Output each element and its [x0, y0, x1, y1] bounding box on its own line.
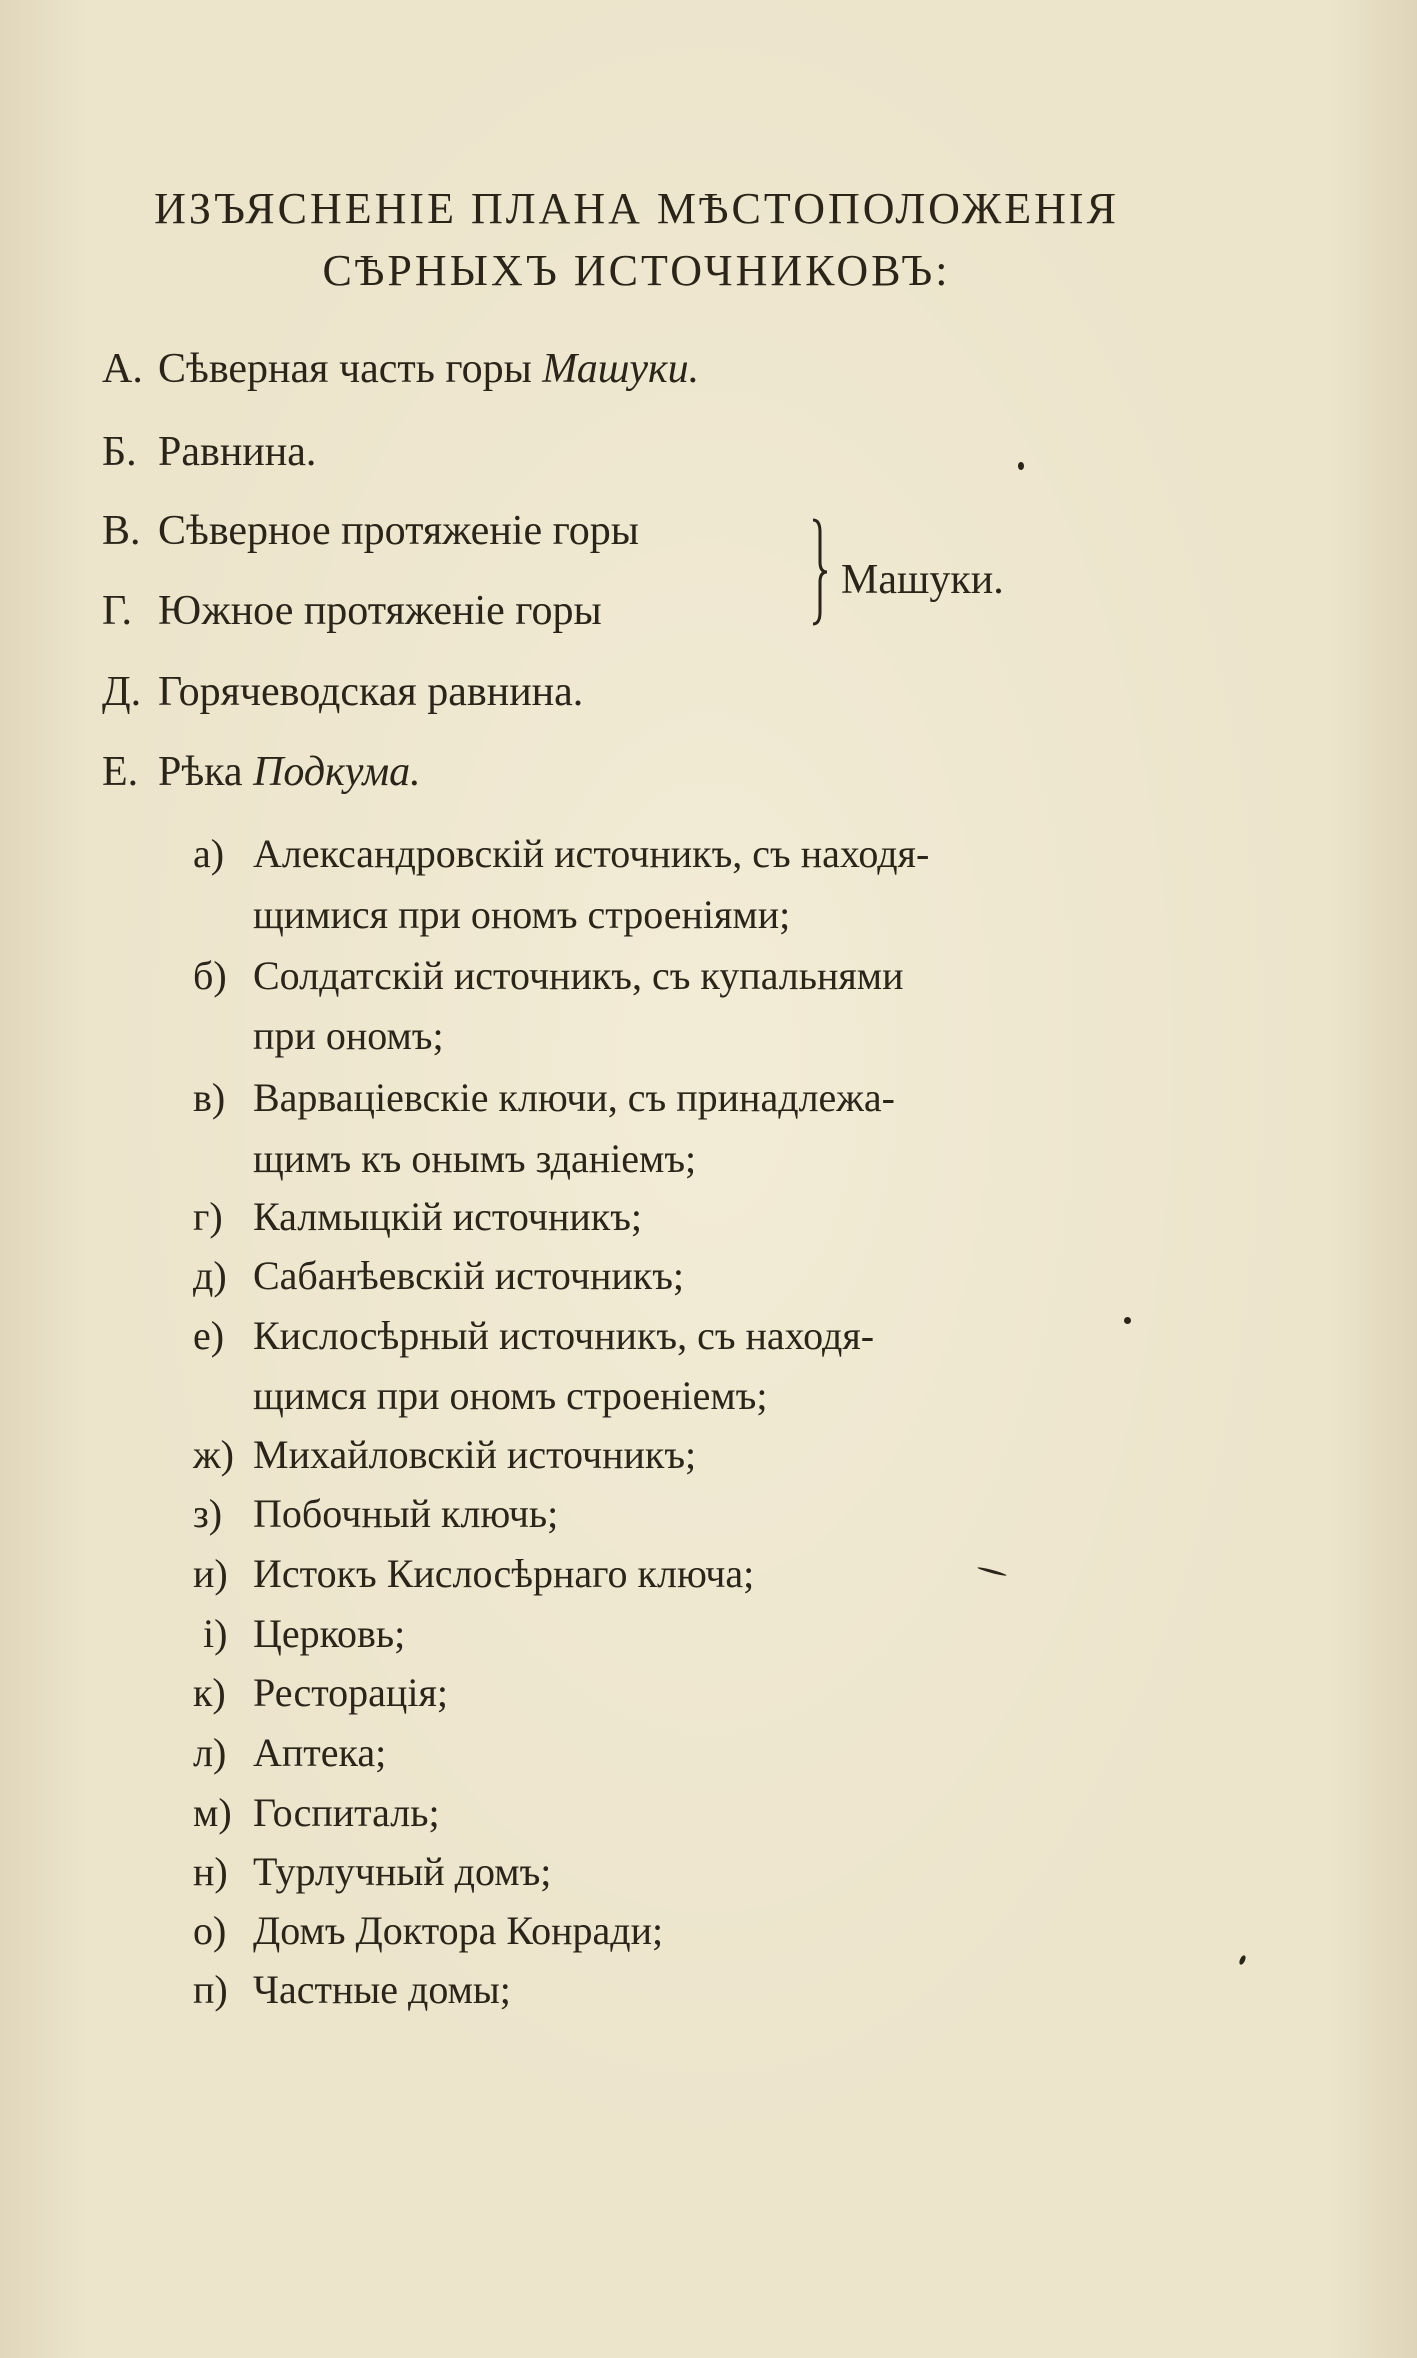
- item-mark: а): [193, 831, 225, 876]
- section-italic-text: Машуки.: [542, 346, 700, 392]
- list-item: [193, 952, 904, 999]
- section-d: [102, 668, 583, 716]
- list-item: [193, 1907, 663, 1954]
- list-item: [193, 1490, 558, 1537]
- item-text: Госпиталь;: [253, 1790, 440, 1835]
- list-item: [193, 1789, 440, 1836]
- item-text: Церковь;: [253, 1611, 406, 1656]
- section-letter: А.: [102, 346, 143, 392]
- ink-speck: [1124, 1317, 1131, 1324]
- section-text: Сѣверная часть горы: [158, 346, 543, 392]
- item-mark: м): [193, 1790, 232, 1835]
- page-title-line-2: СѢРНЫХЪ ИСТОЧНИКОВЪ:: [322, 246, 951, 295]
- section-letter: Б.: [102, 429, 137, 475]
- list-item: [193, 1193, 642, 1240]
- section-text: Сѣверное протяженіе горы: [158, 508, 640, 554]
- item-mark: в): [193, 1075, 226, 1120]
- item-text: Аптека;: [253, 1730, 387, 1775]
- item-text: Варваціевскіе ключи, съ принадлежа-: [253, 1075, 895, 1120]
- ink-speck: [977, 1566, 1007, 1577]
- section-text: Горячеводская равнина.: [158, 669, 584, 715]
- list-item: [193, 1252, 684, 1299]
- list-item: [193, 1848, 551, 1895]
- ink-speck: [1238, 1954, 1247, 1965]
- item-mark: г): [193, 1194, 223, 1239]
- item-mark: е): [193, 1313, 225, 1358]
- item-text: Ресторація;: [253, 1670, 448, 1715]
- section-letter: Г.: [102, 588, 133, 634]
- list-item: [193, 1431, 696, 1478]
- section-g: [102, 587, 602, 635]
- brace-label: Машуки.: [841, 557, 1004, 603]
- item-text: Истокъ Кислосѣрнаго ключа;: [253, 1551, 755, 1596]
- item-mark: л): [193, 1730, 227, 1775]
- item-text: Калмыцкій источникъ;: [253, 1194, 643, 1239]
- item-mark: п): [193, 1967, 228, 2012]
- section-e: [102, 748, 421, 796]
- item-text: Домъ Доктора Конради;: [253, 1908, 664, 1953]
- item-text: Александровскій источникъ, съ находя-: [253, 831, 930, 876]
- section-text: Южное протяженіе горы: [158, 588, 602, 634]
- curly-brace-icon: [809, 518, 829, 626]
- section-v: [102, 507, 639, 555]
- item-mark: ж): [193, 1432, 234, 1477]
- item-mark: и): [193, 1551, 228, 1596]
- list-item: [193, 1669, 448, 1716]
- list-item: [193, 1966, 511, 2013]
- item-mark: з): [193, 1491, 223, 1536]
- item-text: Побочный ключь;: [253, 1491, 559, 1536]
- list-item-continuation: щимся при ономъ строеніемъ;: [253, 1373, 768, 1418]
- ink-speck: [1018, 462, 1024, 470]
- item-mark: к): [193, 1670, 226, 1715]
- item-mark: о): [193, 1908, 227, 1953]
- item-text: Турлучный домъ;: [253, 1849, 552, 1894]
- item-text: Частные домы;: [253, 1967, 511, 2012]
- section-letter: Д.: [102, 669, 142, 715]
- list-item-continuation: щимися при ономъ строеніями;: [253, 892, 791, 937]
- item-text: Кислосѣрный источникъ, съ находя-: [253, 1313, 875, 1358]
- list-item: [203, 1610, 405, 1657]
- item-text: Сабанѣевскій источникъ;: [253, 1253, 685, 1298]
- item-mark: н): [193, 1849, 228, 1894]
- section-text: Равнина.: [158, 429, 317, 475]
- section-text: Рѣка: [158, 749, 254, 795]
- list-item: [193, 1074, 895, 1121]
- section-letter: В.: [102, 508, 141, 554]
- item-mark: д): [193, 1253, 227, 1298]
- item-text: Михайловскій источникъ;: [253, 1432, 697, 1477]
- list-item: [193, 830, 929, 877]
- section-italic-text: Подкума.: [253, 749, 421, 795]
- item-mark: і): [203, 1611, 228, 1656]
- item-mark: б): [193, 953, 227, 998]
- list-item: [193, 1729, 386, 1776]
- list-item: [193, 1550, 754, 1597]
- list-item: [193, 1312, 874, 1359]
- list-item-continuation: при ономъ;: [253, 1013, 444, 1058]
- section-b: [102, 428, 316, 476]
- item-text: Солдатскій источникъ, съ купальнями: [253, 953, 904, 998]
- list-item-continuation: щимъ къ онымъ зданіемъ;: [253, 1136, 697, 1181]
- section-a: [102, 345, 699, 393]
- page-title-line-1: ИЗЪЯСНЕНІЕ ПЛАНА МѢСТОПОЛОЖЕНІЯ: [154, 184, 1119, 233]
- section-letter: Е.: [102, 749, 139, 795]
